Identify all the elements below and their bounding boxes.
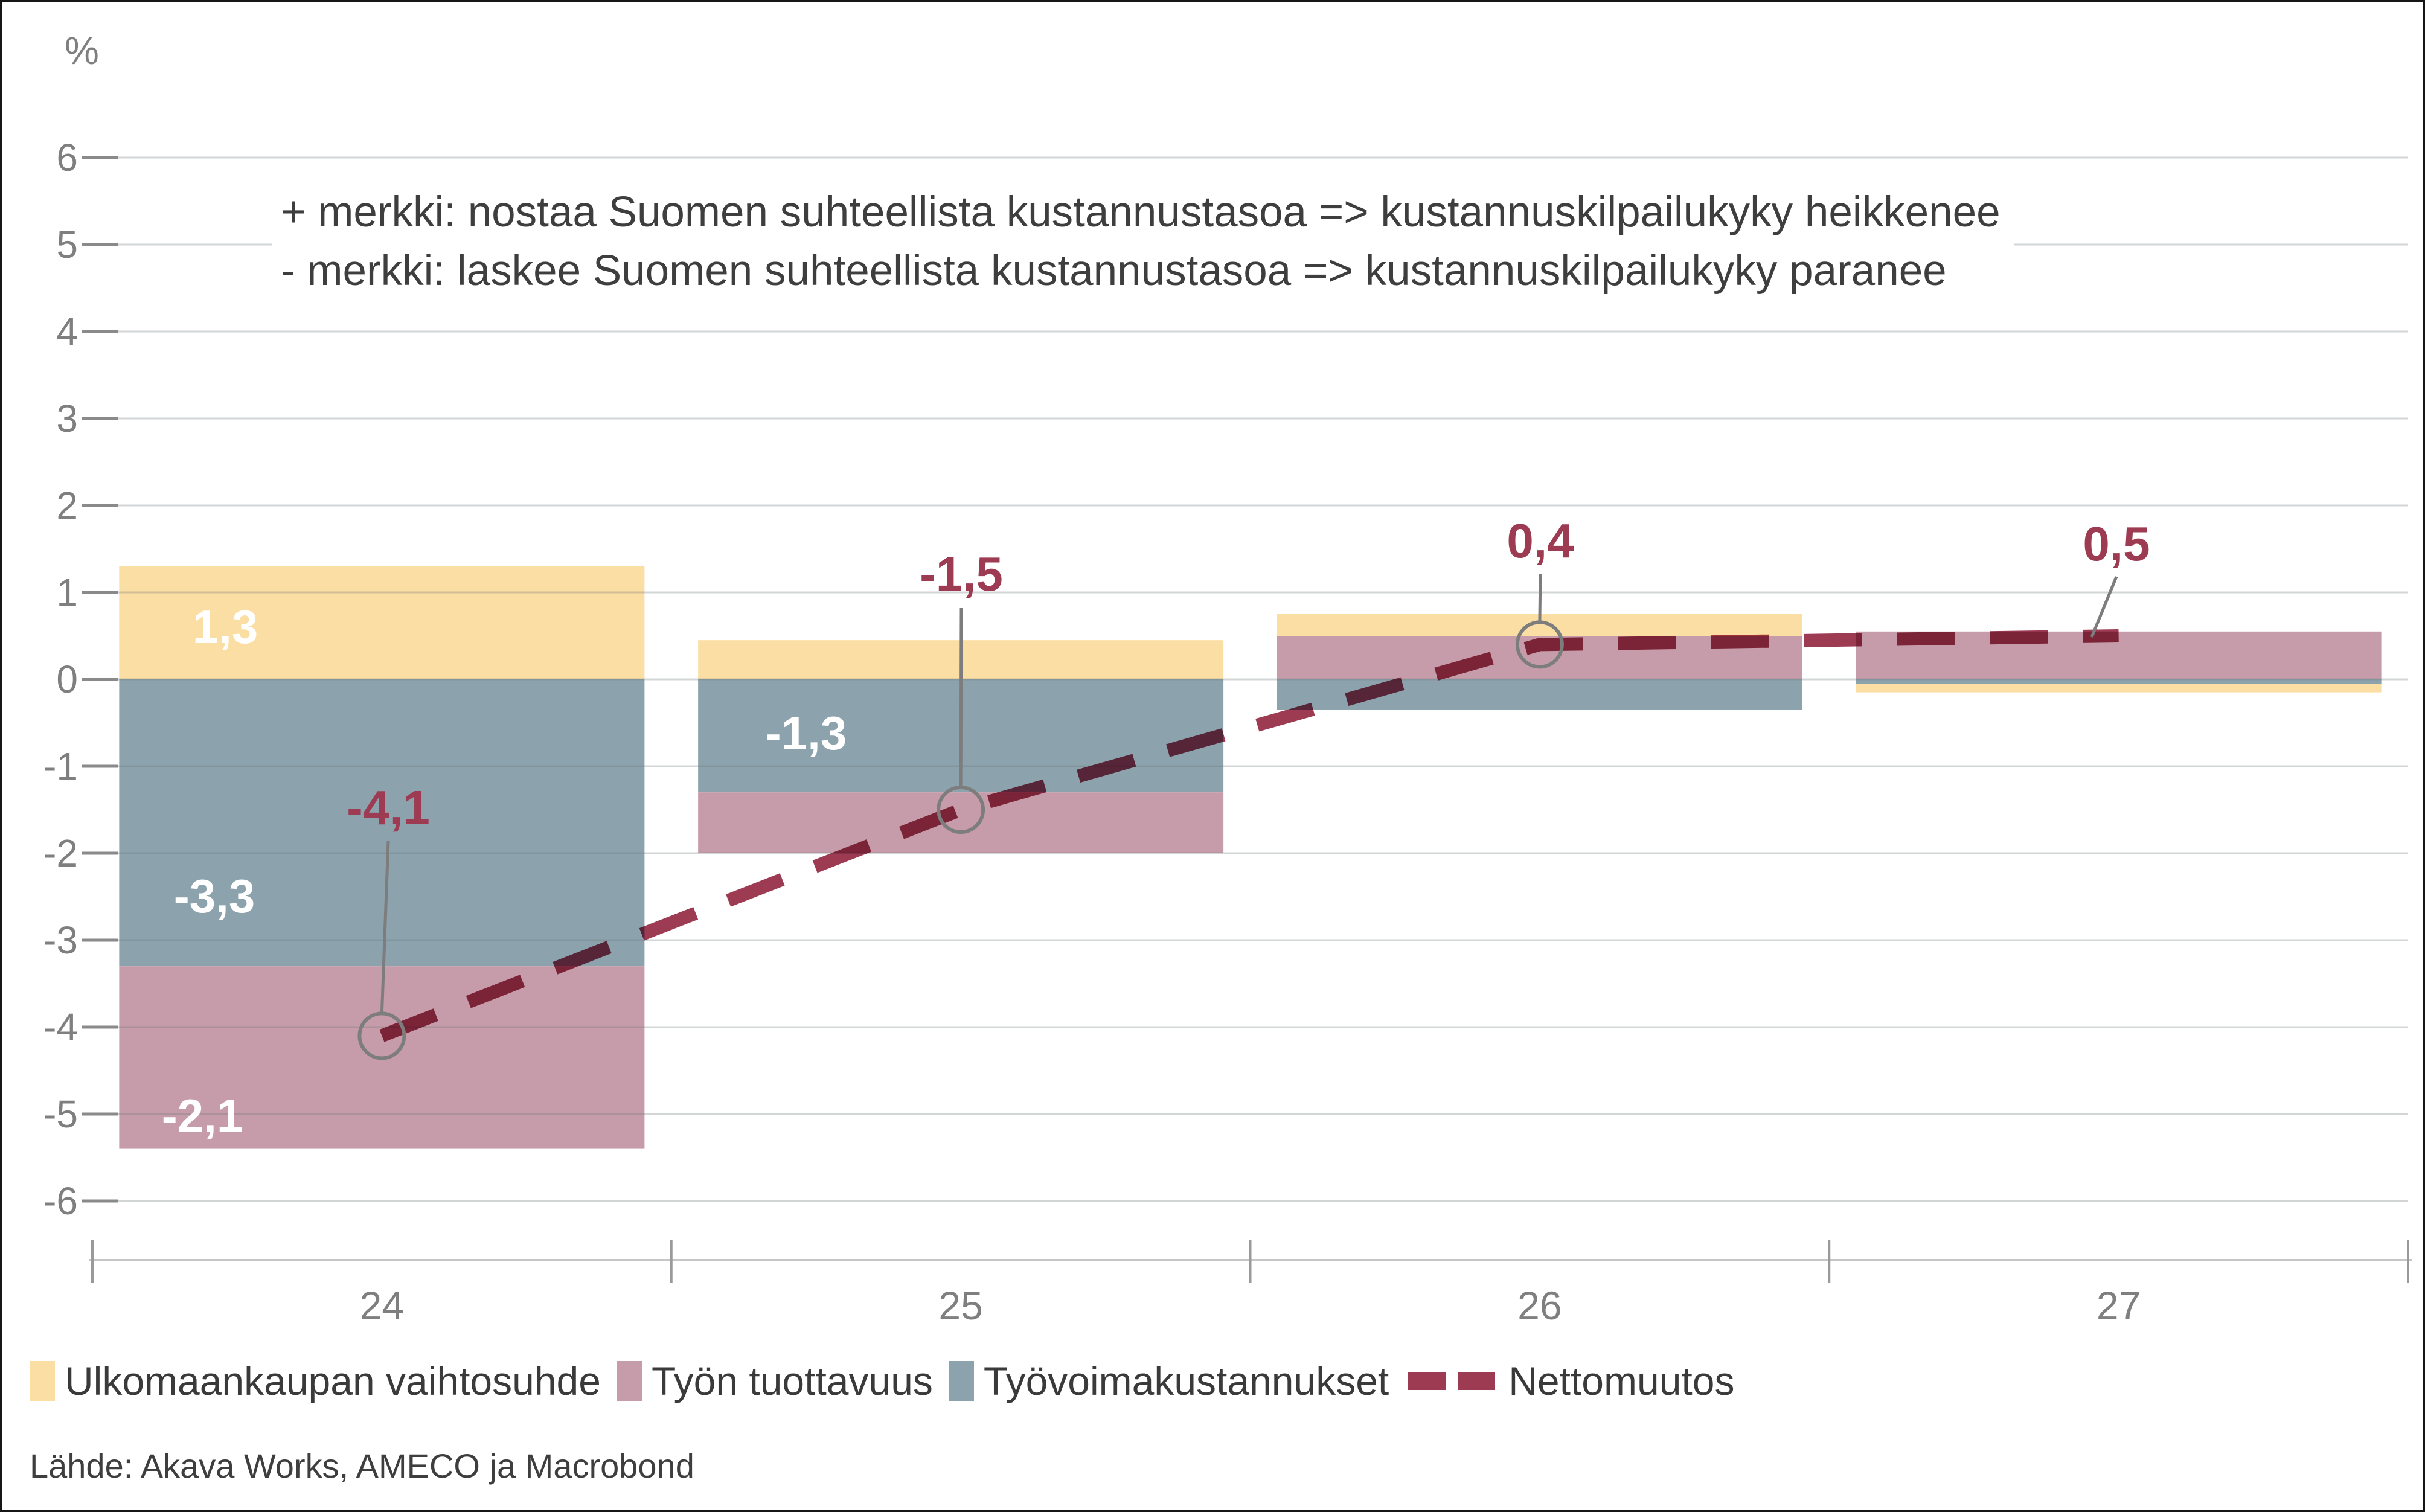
y-tick-label: -5	[43, 1092, 78, 1136]
callout-value-label: 0,4	[1507, 514, 1574, 568]
legend-label: Nettomuutos	[1508, 1359, 1735, 1403]
x-tick-label: 27	[2096, 1283, 2141, 1328]
legend-swatch-yellow-icon	[30, 1361, 55, 1401]
x-tick-label: 26	[1517, 1283, 1562, 1328]
bar-segment	[1856, 684, 2382, 692]
annotation-box	[272, 178, 2014, 306]
callout-line	[2092, 577, 2116, 637]
bar-value-label: -2,1	[161, 1089, 243, 1142]
y-axis-unit-label: %	[65, 29, 99, 72]
legend	[30, 1358, 1734, 1404]
source-note: Lähde: Akava Works, AMECO ja Macrobond	[30, 1447, 694, 1485]
bar-value-label: 1,3	[192, 600, 258, 653]
legend-label: Työn tuottavuus	[651, 1359, 933, 1403]
callout-value-label: 0,5	[2083, 517, 2150, 571]
y-tick-label: -1	[43, 745, 78, 788]
legend-label: Ulkomaankaupan vaihtosuhde	[65, 1359, 601, 1403]
y-tick-label: 0	[56, 658, 78, 701]
y-tick-label: -6	[43, 1179, 78, 1223]
x-tick-label: 25	[938, 1283, 983, 1328]
bar-value-label: -1,3	[765, 706, 847, 760]
legend-item-labour-costs	[949, 1358, 1389, 1404]
legend-swatch-pink-icon	[617, 1361, 642, 1401]
y-tick-label: 5	[56, 223, 78, 266]
legend-item-terms-of-trade	[30, 1358, 601, 1404]
legend-label: Työvoimakustannukset	[983, 1359, 1389, 1403]
callout-value-label: -1,5	[920, 547, 1003, 601]
legend-swatch-blue-icon	[949, 1361, 974, 1401]
y-tick-label: -2	[43, 831, 78, 875]
x-tick-label: 24	[359, 1283, 405, 1328]
y-tick-label: -4	[43, 1005, 78, 1049]
y-tick-label: 1	[56, 571, 78, 614]
legend-dashed-line-icon	[1408, 1372, 1495, 1390]
y-tick-label: 3	[56, 397, 78, 440]
legend-item-productivity	[617, 1358, 933, 1404]
annotation-line-plus: + merkki: nostaa Suomen suhteellista kustannustasoa => kustannuskilpailukyky heikkenee	[281, 188, 2001, 236]
y-tick-label: 2	[56, 484, 78, 527]
y-tick-label: 6	[56, 136, 78, 179]
callout-value-label: -4,1	[347, 781, 430, 834]
bar-segment	[698, 792, 1223, 853]
y-tick-label: 4	[56, 310, 78, 353]
legend-item-net-change	[1405, 1358, 1734, 1404]
y-tick-label: -3	[43, 918, 78, 962]
bar-value-label: -3,3	[173, 870, 255, 923]
annotation-line-minus: - merkki: laskee Suomen suhteellista kustannustasoa => kustannuskilpailukyky paranee	[281, 247, 1947, 295]
